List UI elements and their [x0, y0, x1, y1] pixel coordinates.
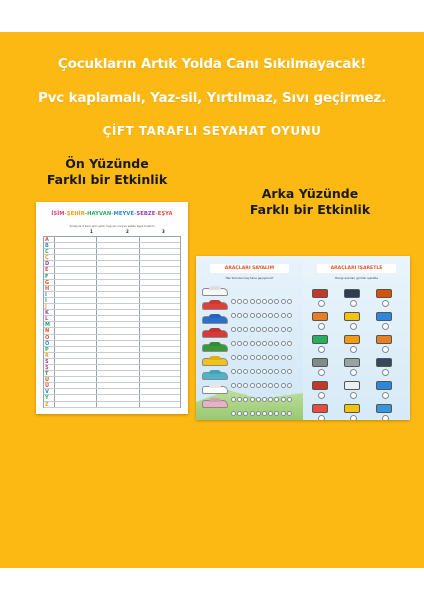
vehicle-icon	[376, 404, 392, 413]
headline-1: Çocukların Artık Yolda Canı Sıkılmayacak!	[57, 56, 367, 72]
count-circles	[231, 289, 293, 295]
mark-circle[interactable]	[382, 392, 389, 399]
mark-circle[interactable]	[318, 369, 325, 376]
front-caption-line2: Farklı bir Etkinlik	[46, 172, 168, 187]
vehicle-cell	[373, 355, 404, 378]
front-caption-line1: Ön Yüzünde	[65, 156, 149, 171]
row-letter: P	[45, 346, 49, 353]
vehicle-cell	[309, 286, 340, 309]
title-part: -	[111, 211, 114, 217]
mark-circle[interactable]	[318, 346, 325, 353]
vehicle-row	[309, 378, 404, 401]
row-letter: Y	[45, 395, 49, 402]
title-part: EŞYA	[157, 211, 173, 217]
front-sheet-title	[36, 211, 188, 217]
vehicle-icon	[312, 404, 328, 413]
vehicle-row	[309, 332, 404, 355]
front-activity-sheet	[36, 202, 188, 414]
vehicle-icon	[344, 381, 360, 390]
vehicle-mark-grid	[309, 286, 404, 420]
row-letter: S	[45, 358, 49, 365]
car-row	[202, 342, 297, 354]
vehicle-icon	[376, 335, 392, 344]
car-icon	[202, 400, 228, 408]
count-circles	[231, 303, 293, 309]
mark-circle[interactable]	[318, 415, 325, 420]
vehicle-cell	[341, 378, 372, 401]
vehicle-icon	[376, 312, 392, 321]
count-circle[interactable]	[262, 411, 267, 416]
mark-circle[interactable]	[318, 323, 325, 330]
row-letter: B	[45, 243, 49, 250]
count-circles	[231, 317, 293, 323]
marking-subtitle: Hangi aracları gördün işaretle	[335, 276, 378, 280]
vehicle-row	[309, 309, 404, 332]
row-letter: Ü	[45, 383, 50, 390]
count-circles	[231, 359, 293, 365]
vehicle-cell	[373, 378, 404, 401]
marking-title: ARAÇLARI İŞARETLE	[317, 264, 396, 273]
row-letter: F	[45, 273, 49, 280]
count-circles	[231, 401, 293, 407]
vehicle-cell	[309, 378, 340, 401]
car-icon	[202, 288, 228, 296]
count-circle[interactable]	[287, 411, 292, 416]
vehicle-icon	[312, 381, 328, 390]
vehicle-icon	[312, 289, 328, 298]
car-row	[202, 384, 297, 396]
car-icon	[202, 330, 228, 338]
car-icon	[202, 386, 228, 394]
column-header-2: 2	[126, 229, 129, 234]
mark-circle[interactable]	[350, 392, 357, 399]
vehicle-cell	[309, 332, 340, 355]
row-letter: D	[45, 261, 50, 268]
row-letter: J	[45, 304, 47, 311]
row-letter: I	[45, 291, 47, 298]
counting-half	[196, 256, 303, 420]
vehicle-icon	[312, 335, 328, 344]
row-letter: Ö	[45, 340, 50, 347]
vehicle-cell	[309, 309, 340, 332]
vehicle-cell	[373, 401, 404, 420]
car-icon	[202, 344, 228, 352]
vehicle-cell	[309, 355, 340, 378]
counting-subtitle: Her birinden kaç tane geçiyoruz?	[225, 276, 274, 280]
vehicle-cell	[373, 309, 404, 332]
letter-row	[44, 402, 180, 408]
title-part: -	[84, 211, 88, 217]
mark-circle[interactable]	[382, 415, 389, 420]
car-row	[202, 398, 297, 410]
vehicle-cell	[341, 355, 372, 378]
title-part: -	[64, 211, 67, 217]
title-part: HAYVAN	[87, 211, 112, 217]
count-circles	[231, 331, 293, 337]
back-caption-line1: Arka Yüzünde	[261, 186, 359, 201]
car-icon	[202, 372, 228, 380]
front-sheet-column-headers	[36, 229, 188, 235]
row-letter: V	[45, 389, 49, 396]
front-caption	[22, 156, 192, 188]
vehicle-row	[309, 401, 404, 420]
vehicle-cell	[373, 286, 404, 309]
row-letter: M	[45, 322, 50, 329]
front-sheet-subtitle: Sırasıyla 3 kere isim şehir hayvan meyve sebze eşya bulalım	[69, 224, 155, 228]
back-caption	[218, 186, 402, 218]
column-header-3: 3	[162, 229, 165, 234]
back-activity-sheet	[196, 256, 410, 420]
row-letter: Z	[45, 401, 49, 408]
vehicle-icon	[376, 358, 392, 367]
car-row	[202, 370, 297, 382]
row-letter: C	[45, 249, 49, 256]
count-circle[interactable]	[256, 411, 261, 416]
vehicle-icon	[344, 312, 360, 321]
vehicle-cell	[341, 332, 372, 355]
vehicle-icon	[344, 335, 360, 344]
count-circles	[231, 345, 293, 351]
title-part: ŞEHİR	[66, 211, 85, 217]
row-letter: R	[45, 352, 49, 359]
mark-circle[interactable]	[350, 415, 357, 420]
car-row	[202, 286, 297, 298]
count-circles	[231, 387, 293, 393]
headline-2: Pvc kaplamalı, Yaz-sil, Yırtılmaz, Sıvı geçirmez.	[38, 90, 386, 106]
row-letter: E	[45, 267, 49, 274]
count-circles	[231, 373, 293, 379]
vehicle-icon	[312, 358, 328, 367]
counting-title: ARAÇLARI SAYALIM	[210, 264, 289, 273]
row-letter: G	[45, 279, 50, 286]
car-icon	[202, 358, 228, 366]
title-part: -	[134, 211, 137, 217]
mark-circle[interactable]	[318, 300, 325, 307]
vehicle-icon	[344, 358, 360, 367]
car-icon	[202, 302, 228, 310]
mark-circle[interactable]	[382, 323, 389, 330]
row-letter: L	[45, 316, 49, 323]
vehicle-icon	[344, 404, 360, 413]
vehicle-cell	[341, 309, 372, 332]
mark-circle[interactable]	[382, 300, 389, 307]
count-circle[interactable]	[231, 411, 236, 416]
title-part: İSİM	[51, 211, 65, 217]
vehicle-row	[309, 355, 404, 378]
car-icon	[202, 316, 228, 324]
vehicle-cell	[341, 286, 372, 309]
mark-circle[interactable]	[350, 300, 357, 307]
mark-circle[interactable]	[318, 392, 325, 399]
mark-circle[interactable]	[350, 323, 357, 330]
vehicle-icon	[344, 289, 360, 298]
count-circle[interactable]	[281, 411, 286, 416]
car-row	[202, 300, 297, 312]
row-letter: N	[45, 328, 50, 335]
vehicle-row	[309, 286, 404, 309]
car-row	[202, 356, 297, 368]
car-row	[202, 328, 297, 340]
back-caption-line2: Farklı bir Etkinlik	[249, 202, 371, 217]
marking-half	[303, 256, 410, 420]
mark-circle[interactable]	[382, 346, 389, 353]
row-letter: Ş	[45, 364, 49, 371]
car-row	[202, 314, 297, 326]
mark-circle[interactable]	[350, 369, 357, 376]
front-sheet-grid	[43, 236, 181, 408]
vehicle-cell	[341, 401, 372, 420]
row-letter: H	[45, 285, 50, 292]
mark-circle[interactable]	[382, 369, 389, 376]
row-letter: İ	[45, 297, 47, 304]
mark-circle[interactable]	[350, 346, 357, 353]
vehicle-icon	[376, 381, 392, 390]
vehicle-icon	[376, 289, 392, 298]
title-part: MEYVE	[113, 211, 135, 217]
row-letter: T	[45, 371, 49, 378]
row-letter: U	[45, 377, 50, 384]
row-letter: Ç	[45, 255, 49, 262]
row-letter: O	[45, 334, 50, 341]
count-circle[interactable]	[250, 411, 255, 416]
headline-3: ÇİFT TARAFLI SEYAHAT OYUNU	[102, 124, 322, 138]
vehicle-icon	[312, 312, 328, 321]
vehicle-cell	[309, 401, 340, 420]
row-letter: A	[45, 237, 49, 243]
vehicle-cell	[373, 332, 404, 355]
title-part: -	[155, 211, 158, 217]
title-part: SEBZE	[136, 211, 156, 217]
promo-panel	[0, 32, 424, 568]
row-letter: K	[45, 310, 49, 317]
column-header-1: 1	[90, 229, 93, 234]
